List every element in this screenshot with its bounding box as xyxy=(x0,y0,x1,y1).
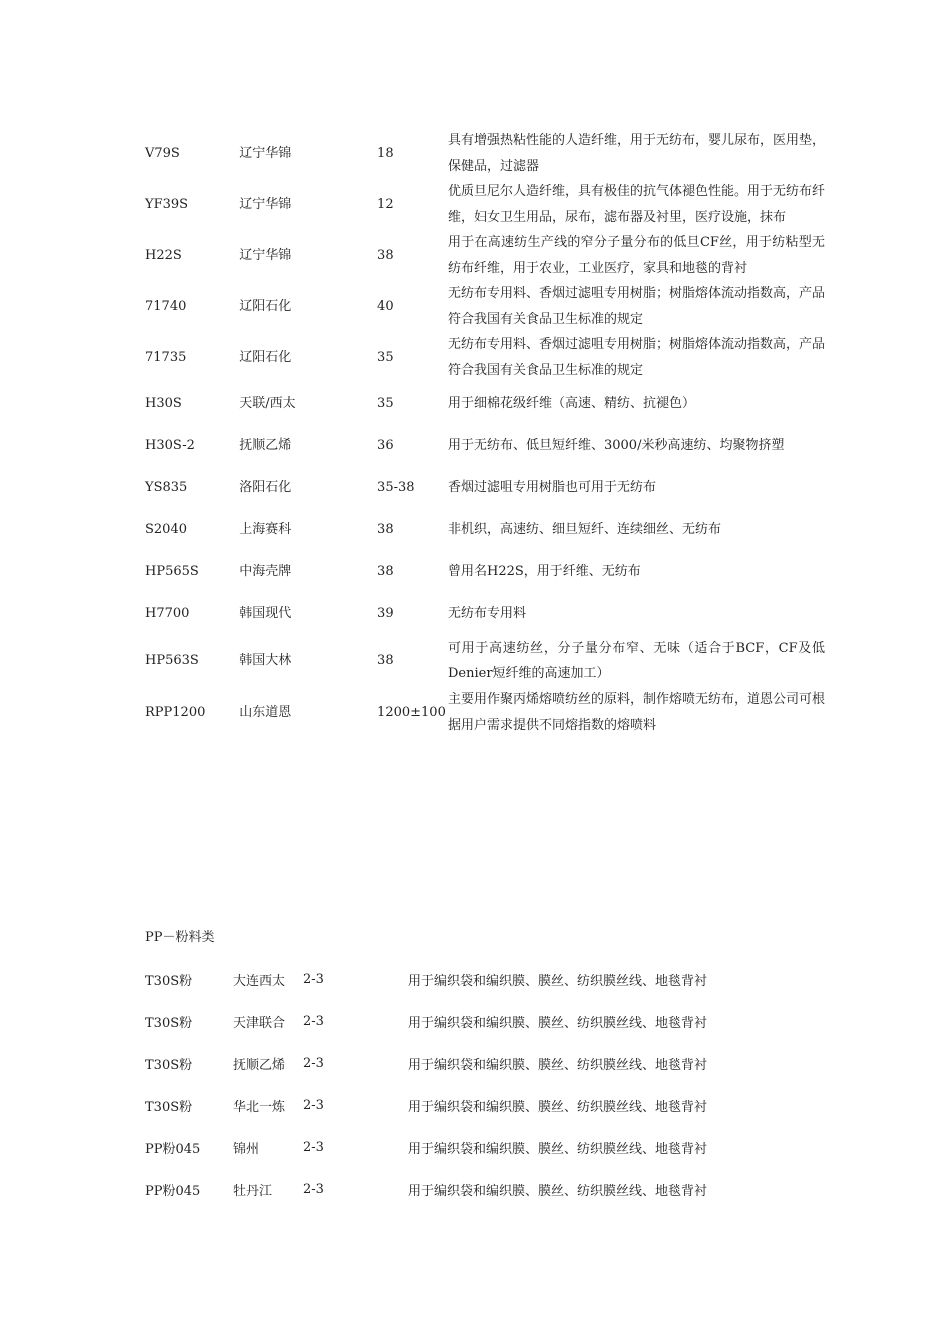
use-cell: 曾用名H22S，用于纤维、无纺布 xyxy=(447,564,641,580)
grade-cell: H30S-2 xyxy=(145,438,195,454)
maker-cell: 韩国现代 xyxy=(239,606,292,622)
table-row xyxy=(145,1084,707,1126)
maker-cell: 中海壳牌 xyxy=(239,564,292,580)
mfi-cell: 2-3 xyxy=(303,1139,324,1155)
grade-cell: PP粉045 xyxy=(145,1141,201,1157)
table-row xyxy=(145,128,825,179)
grade-cell: T30S粉 xyxy=(145,1015,193,1031)
grade-cell: H7700 xyxy=(145,606,190,622)
maker-cell: 天联/西太 xyxy=(239,396,296,412)
grade-cell: HP565S xyxy=(145,564,199,580)
table-row xyxy=(145,281,825,332)
grade-cell: H30S xyxy=(145,396,182,412)
table-row xyxy=(145,332,825,383)
mfi-cell: 36 xyxy=(377,438,394,454)
table-row xyxy=(145,230,825,281)
use-cell: 可用于高速纺丝，分子量分布窄、无味（适合于BCF，CF及低Denier短纤维的高速加工） xyxy=(447,640,825,681)
table-row xyxy=(145,551,825,593)
mfi-cell: 2-3 xyxy=(303,1181,324,1197)
table-row xyxy=(145,1042,707,1084)
grade-cell: T30S粉 xyxy=(145,1099,193,1115)
mfi-cell: 2-3 xyxy=(303,971,324,987)
table-row xyxy=(145,425,825,467)
table-row xyxy=(145,1000,707,1042)
table-row xyxy=(145,635,825,687)
use-cell: 无纺布专用料、香烟过滤咀专用树脂；树脂熔体流动指数高，产品符合我国有关食品卫生标准的规定 xyxy=(447,286,825,327)
maker-cell: 山东道恩 xyxy=(239,704,292,720)
fiber-grade-table xyxy=(145,128,825,738)
grade-cell: 71740 xyxy=(145,298,187,314)
mfi-cell: 40 xyxy=(377,298,394,314)
mfi-cell: 38 xyxy=(377,247,394,263)
table-row xyxy=(145,179,825,230)
use-cell: 香烟过滤咀专用树脂也可用于无纺布 xyxy=(447,480,656,496)
use-cell: 主要用作聚丙烯熔喷纺丝的原料，制作熔喷无纺布，道恩公司可根据用户需求提供不同熔指数的熔喷料 xyxy=(447,692,825,733)
maker-cell: 韩国大林 xyxy=(239,653,292,669)
mfi-cell: 2-3 xyxy=(303,1013,324,1029)
use-cell: 用于编织袋和编织膜、膜丝、纺织膜丝线、地毯背衬 xyxy=(408,1057,708,1073)
use-cell: 非机织，高速纺、细旦短纤、连续细丝、无纺布 xyxy=(447,522,721,538)
use-cell: 优质旦尼尔人造纤维，具有极佳的抗气体褪色性能。用于无纺布纤维，妇女卫生用品，尿布，滤布器及衬里，医疗设施，抹布 xyxy=(447,184,825,225)
mfi-cell: 38 xyxy=(377,653,394,669)
table-row xyxy=(145,958,707,1000)
use-cell: 无纺布专用料、香烟过滤咀专用树脂；树脂熔体流动指数高，产品符合我国有关食品卫生标准的规定 xyxy=(447,337,825,378)
mfi-cell: 39 xyxy=(377,606,394,622)
grade-cell: T30S粉 xyxy=(145,973,193,989)
grade-cell: 71735 xyxy=(145,349,187,365)
mfi-cell: 2-3 xyxy=(303,1055,324,1071)
mfi-cell: 2-3 xyxy=(303,1097,324,1113)
use-cell: 用于编织袋和编织膜、膜丝、纺织膜丝线、地毯背衬 xyxy=(408,1015,708,1031)
grade-cell: RPP1200 xyxy=(145,704,206,720)
grade-cell: H22S xyxy=(145,247,182,263)
maker-cell: 抚顺乙烯 xyxy=(239,438,292,454)
maker-cell: 锦州 xyxy=(233,1141,260,1157)
use-cell: 用于无纺布、低旦短纤维、3000/米秒高速纺、均聚物挤塑 xyxy=(447,438,785,454)
grade-cell: V79S xyxy=(145,145,180,161)
grade-cell: S2040 xyxy=(145,522,187,538)
maker-cell: 华北一炼 xyxy=(233,1099,286,1115)
table-row xyxy=(145,593,825,635)
maker-cell: 上海赛科 xyxy=(239,522,292,538)
maker-cell: 洛阳石化 xyxy=(239,480,292,496)
table-row xyxy=(145,467,825,509)
mfi-cell: 35-38 xyxy=(377,480,415,496)
mfi-cell: 18 xyxy=(377,145,394,161)
maker-cell: 辽宁华锦 xyxy=(239,145,292,161)
table-row xyxy=(145,1168,707,1210)
table-row xyxy=(145,509,825,551)
table-row xyxy=(145,687,825,738)
maker-cell: 抚顺乙烯 xyxy=(233,1057,286,1073)
mfi-cell: 38 xyxy=(377,564,394,580)
maker-cell: 辽阳石化 xyxy=(239,298,292,314)
maker-cell: 天津联合 xyxy=(233,1015,286,1031)
section-heading: PP－粉料类 xyxy=(145,930,215,945)
use-cell: 用于编织袋和编织膜、膜丝、纺织膜丝线、地毯背衬 xyxy=(408,973,708,989)
maker-cell: 辽宁华锦 xyxy=(239,247,292,263)
maker-cell: 大连西太 xyxy=(233,973,286,989)
grade-cell: PP粉045 xyxy=(145,1183,201,1199)
mfi-cell: 1200±100 xyxy=(377,704,446,720)
mfi-cell: 35 xyxy=(377,396,394,412)
use-cell: 具有增强热粘性能的人造纤维，用于无纺布，婴儿尿布，医用垫，保健品，过滤器 xyxy=(447,133,825,174)
use-cell: 用于在高速纺生产线的窄分子量分布的低旦CF丝，用于纺粘型无纺布纤维，用于农业，工业医疗，家具和地毯的背衬 xyxy=(447,235,825,276)
maker-cell: 辽宁华锦 xyxy=(239,196,292,212)
table-row xyxy=(145,1126,707,1168)
mfi-cell: 12 xyxy=(377,196,394,212)
grade-cell: T30S粉 xyxy=(145,1057,193,1073)
use-cell: 用于细棉花级纤维（高速、精纺、抗褪色） xyxy=(447,396,695,412)
use-cell: 用于编织袋和编织膜、膜丝、纺织膜丝线、地毯背衬 xyxy=(408,1183,708,1199)
mfi-cell: 38 xyxy=(377,522,394,538)
use-cell: 用于编织袋和编织膜、膜丝、纺织膜丝线、地毯背衬 xyxy=(408,1099,708,1115)
table-row xyxy=(145,383,825,425)
grade-cell: YF39S xyxy=(145,196,189,212)
mfi-cell: 35 xyxy=(377,349,394,365)
maker-cell: 牡丹江 xyxy=(233,1183,273,1199)
use-cell: 用于编织袋和编织膜、膜丝、纺织膜丝线、地毯背衬 xyxy=(408,1141,708,1157)
grade-cell: HP563S xyxy=(145,653,199,669)
maker-cell: 辽阳石化 xyxy=(239,349,292,365)
powder-grade-table xyxy=(145,958,707,1210)
use-cell: 无纺布专用料 xyxy=(447,606,526,622)
grade-cell: YS835 xyxy=(145,480,188,496)
